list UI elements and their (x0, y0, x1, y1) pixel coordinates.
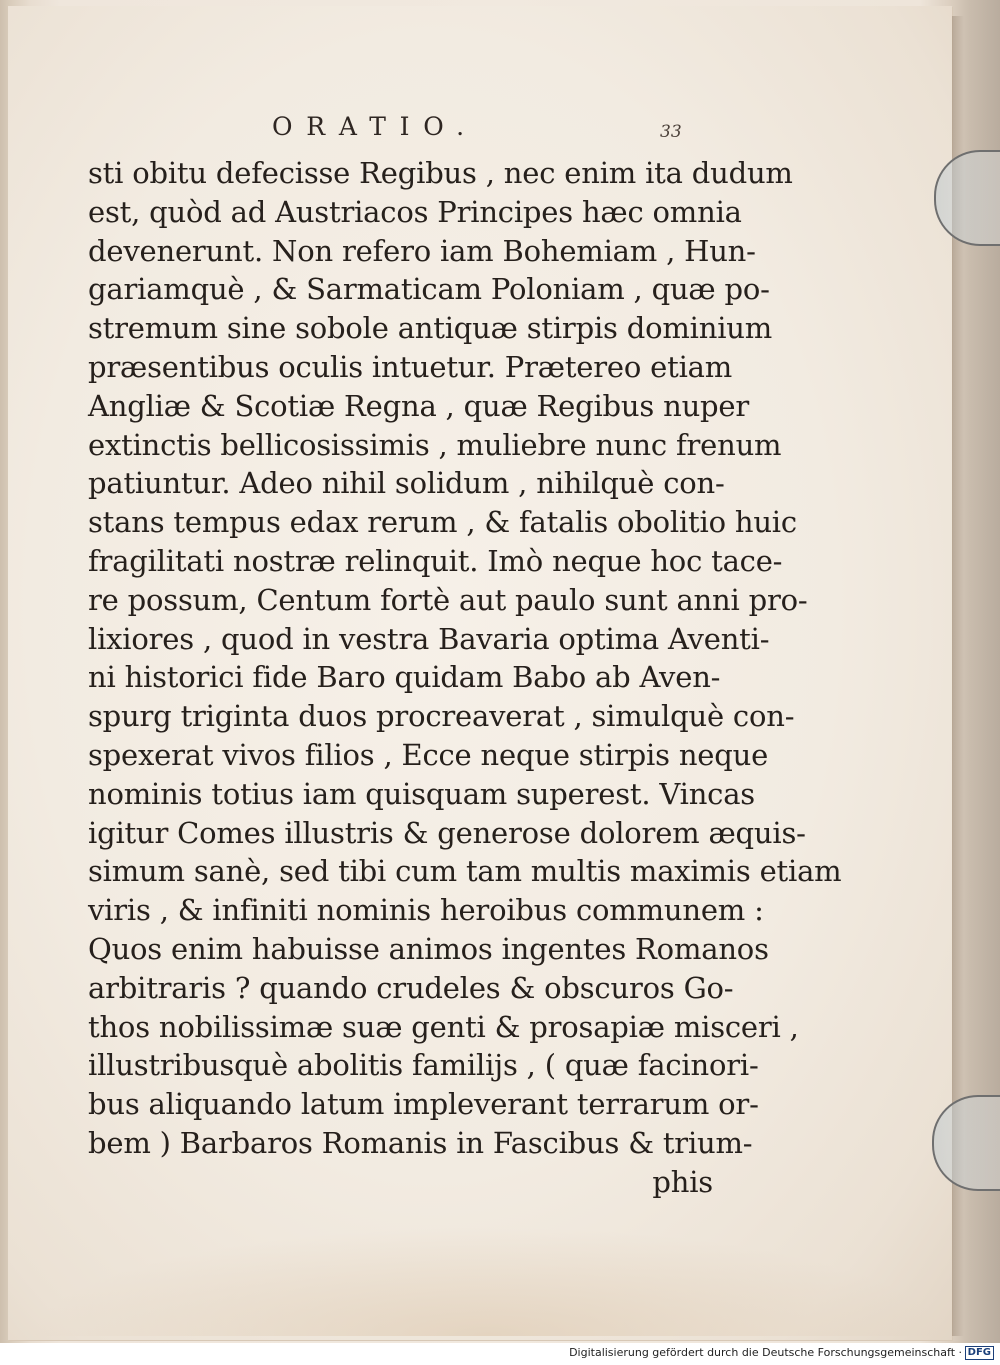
funding-credit: Digitalisierung gefördert durch die Deutsche Forschungsgemeinschaft · (569, 1346, 962, 1359)
text-line: Angliæ & Scotiæ Regna , quæ Regibus nuper (88, 388, 750, 423)
text-line: fragilitati nostræ relinquit. Imò neque hoc tace- (88, 543, 783, 578)
text-line: patiuntur. Adeo nihil solidum , nihilquè con- (88, 466, 725, 501)
text-line: præsentibus oculis intuetur. Prætereo etiam (88, 349, 733, 384)
text-line: igitur Comes illustris & generose dolorem æquis- (88, 815, 806, 850)
text-line: simum sanè, sed tibi cum tam multis maximis etiam (88, 854, 842, 889)
text-line: re possum, Centum fortè aut paulo sunt anni pro- (88, 582, 808, 617)
text-line: viris , & infiniti nominis heroibus communem : (88, 893, 764, 928)
text-line: sti obitu defecisse Regibus , nec enim ita dudum (88, 156, 793, 190)
text-line: spurg triginta duos procreaverat , simulquè con- (88, 699, 795, 734)
text-line: lixiores , quod in vestra Bavaria optima Aventi- (88, 621, 770, 656)
text-line: Quos enim habuisse animos ingentes Romanos (88, 931, 769, 966)
text-line: nominis totius iam quisquam superest. Vincas (88, 776, 755, 811)
text-line: arbitraris ? quando crudeles & obscuros Go- (88, 970, 734, 1005)
page-number: 33 (660, 122, 682, 142)
catchword: phis (652, 1164, 713, 1199)
text-line: stremum sine sobole antiquæ stirpis dominium (88, 311, 773, 346)
text-line: stans tempus edax rerum , & fatalis obolitio huic (88, 505, 797, 540)
text-line: thos nobilissimæ suæ genti & prosapiæ misceri , (88, 1009, 799, 1044)
text-line: devenerunt. Non refero iam Bohemiam , Hun- (88, 233, 756, 268)
running-head: ORATIO. (272, 112, 478, 141)
text-line: extinctis bellicosissimis , muliebre nunc frenum (88, 427, 782, 462)
text-line: bem ) Barbaros Romanis in Fascibus & trium- (88, 1125, 753, 1160)
text-line: bus aliquando latum impleverant terrarum or- (88, 1087, 759, 1122)
text-line: est, quòd ad Austriacos Principes hæc omnia (88, 194, 742, 229)
text-line: gariamquè , & Sarmaticam Poloniam , quæ po- (88, 272, 770, 307)
text-line: ni historici fide Baro quidam Babo ab Aven- (88, 660, 721, 695)
dfg-logo: DFG (965, 1346, 994, 1360)
text-block (88, 154, 842, 1202)
page-stain (28, 1226, 948, 1336)
text-line: illustribusquè abolitis familijs , ( quæ facinori- (88, 1048, 759, 1083)
text-line: spexerat vivos filios , Ecce neque stirpis neque (88, 737, 769, 772)
